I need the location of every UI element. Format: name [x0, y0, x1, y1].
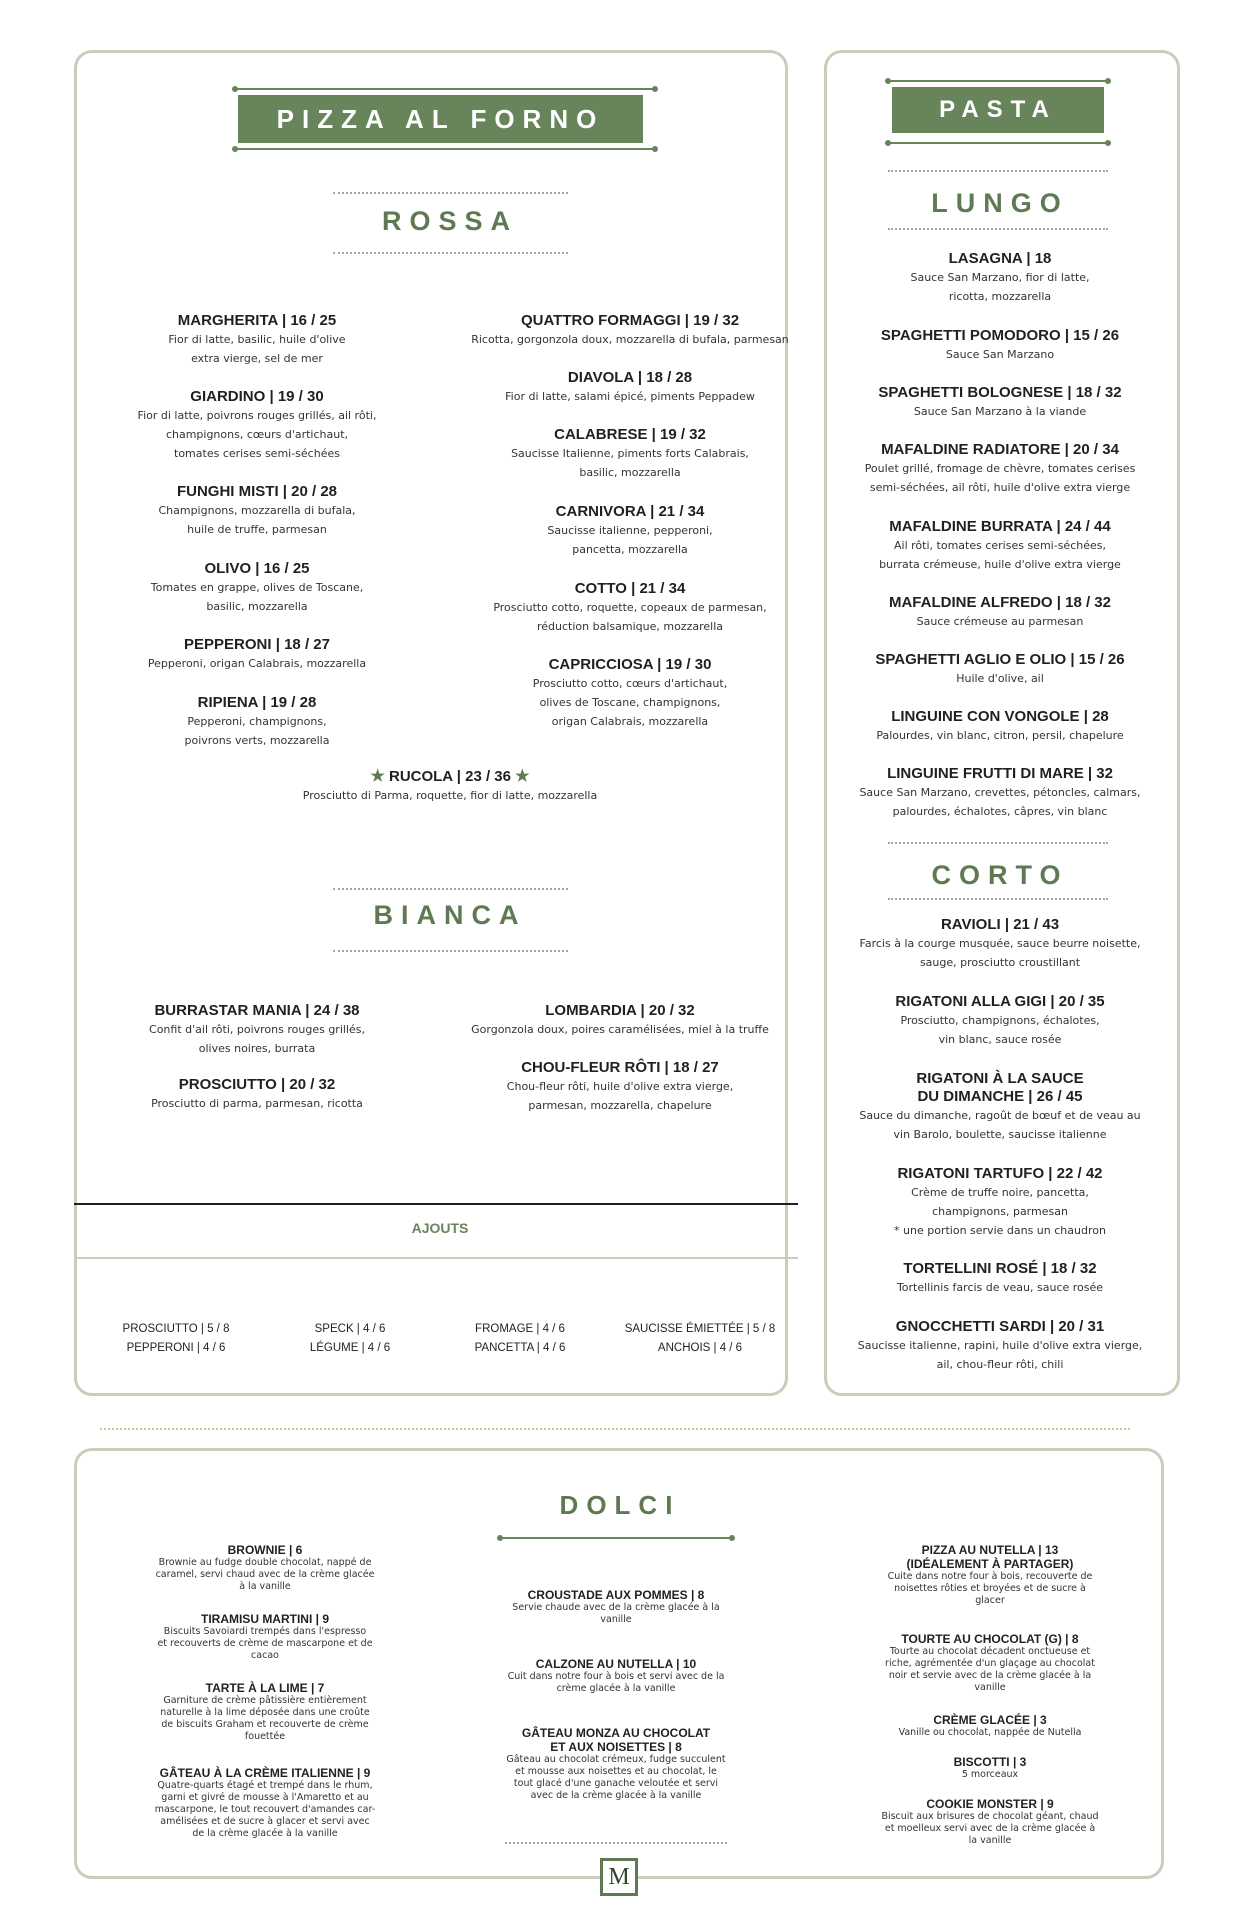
menu-item: [130, 1766, 400, 1840]
menu-item: [840, 1070, 1160, 1144]
divider: [333, 888, 568, 890]
menu-item: [440, 312, 820, 349]
menu-item: [860, 1632, 1120, 1694]
item-name: CALZONE AU NUTELLA | 10: [535, 1657, 697, 1671]
pasta-title: PASTA: [892, 87, 1104, 133]
menu-item: [130, 1681, 400, 1743]
tab-rule-top: [235, 88, 655, 90]
item-description: Pepperoni, champignons, poivrons verts, mozzarella: [184, 715, 330, 747]
menu-item: [440, 503, 820, 559]
item-name: CALABRESE | 19 / 32: [554, 426, 706, 443]
menu-item: [840, 993, 1160, 1049]
item-description: Prosciutto di parma, parmesan, ricotta: [151, 1097, 363, 1110]
item-description: Gâteau au chocolat crémeux, fudge succulent et mousse aux noisettes et au chocolat, le tout glacé d'une ganache veloutée et servi avec de la crème glacée à la vanille: [506, 1754, 726, 1801]
item-name: LASAGNA | 18: [948, 250, 1052, 267]
menu-item: [440, 426, 820, 482]
item-description: Tomates en grappe, olives de Toscane, basilic, mozzarella: [150, 581, 364, 613]
item-description: Garniture de crème pâtissière entièrement naturelle à la lime déposée dans une croûte de biscuits Graham et recouverte de crème fouettée: [160, 1695, 370, 1742]
menu-item: [440, 369, 820, 406]
item-name: RAVIOLI | 21 / 43: [940, 916, 1060, 933]
item-description: Palourdes, vin blanc, citron, persil, chapelure: [876, 729, 1124, 742]
item-name: RIGATONI ALLA GIGI | 20 / 35: [895, 993, 1105, 1010]
divider: [888, 842, 1108, 844]
item-description: Vanille ou chocolat, nappée de Nutella: [898, 1727, 1082, 1738]
item-description: Tourte au chocolat décadent onctueuse et riche, agrémentée d'un glaçage au chocolat noir et servie avec de la crème glacée à la vanille: [885, 1646, 1095, 1693]
item-description: Huile d'olive, ail: [956, 672, 1044, 685]
rossa-title: ROSSA: [381, 206, 519, 236]
divider: [333, 192, 568, 194]
item-name: TORTELLINI ROSÉ | 18 / 32: [903, 1260, 1097, 1277]
item-name: CARNIVORA | 21 / 34: [555, 503, 705, 520]
menu-item: [860, 1797, 1120, 1847]
item-description: Farcis à la courge musquée, sauce beurre noisette, sauge, prosciutto croustillant: [859, 937, 1141, 969]
menu-item: [840, 1165, 1160, 1240]
menu-item: [112, 694, 402, 750]
item-name: GÂTEAU À LA CRÈME ITALIENNE | 9: [159, 1766, 371, 1780]
item-name: GIARDINO | 19 / 30: [190, 388, 324, 405]
menu-item: [440, 580, 820, 636]
divider: [888, 228, 1108, 230]
item-description: Ail rôti, tomates cerises semi-séchées, burrata crémeuse, huile d'olive extra vierge: [879, 539, 1121, 571]
item-description: Brownie au fudge double chocolat, nappé de caramel, servi chaud avec de la crème glacée à la vanille: [155, 1557, 375, 1592]
item-description: Quatre-quarts étagé et trempé dans le rhum, garni et givré de mousse à l'Amaretto et au mascarpone, le tout recouvert d'amandes car- amélisées et de sucre à glacer et servi avec de la crème glacée à la vanille: [154, 1780, 376, 1839]
item-name: RIGATONI À LA SAUCE DU DIMANCHE | 26 / 45: [916, 1070, 1084, 1105]
item-name: BISCOTTI | 3: [953, 1755, 1027, 1769]
item-description: Prosciutto cotto, cœurs d'artichaut, olives de Toscane, champignons, origan Calabrais, mozzarella: [532, 677, 728, 728]
item-name: CROUSTADE AUX POMMES | 8: [527, 1588, 705, 1602]
item-name: MAFALDINE ALFREDO | 18 / 32: [888, 594, 1111, 611]
item-name: SPAGHETTI AGLIO E OLIO | 15 / 26: [875, 651, 1125, 668]
menu-item: [500, 1588, 732, 1626]
menu-item: [840, 250, 1160, 306]
item-name: CRÈME GLACÉE | 3: [933, 1713, 1047, 1727]
item-name: PIZZA AU NUTELLA | 13 (IDÉALEMENT À PARTAGER): [906, 1543, 1074, 1571]
item-name: PEPPERONI | 18 / 27: [184, 636, 330, 653]
item-name: COOKIE MONSTER | 9: [926, 1797, 1054, 1811]
menu-item-rucola: [300, 768, 600, 805]
menu-item: [840, 327, 1160, 364]
menu-item: [840, 765, 1160, 821]
item-description: Confit d'ail rôti, poivrons rouges grillés, olives noires, burrata: [149, 1023, 365, 1055]
item-description: Gorgonzola doux, poires caramélisées, miel à la truffe: [471, 1023, 769, 1036]
item-name: LOMBARDIA | 20 / 32: [545, 1002, 695, 1019]
item-description: Ricotta, gorgonzola doux, mozzarella di bufala, parmesan: [471, 333, 789, 346]
addon-item: PROSCIUTTO | 5 / 8 PEPPERONI | 4 / 6: [122, 1323, 230, 1354]
menu-item: [860, 1713, 1120, 1739]
page-divider: [100, 1428, 1130, 1430]
item-name: MARGHERITA | 16 / 25: [177, 312, 337, 329]
menu-item: [840, 594, 1160, 631]
item-name: CHOU-FLEUR RÔTI | 18 / 27: [521, 1059, 719, 1076]
item-name: TARTE À LA LIME | 7: [205, 1681, 325, 1695]
menu-item: [130, 1612, 400, 1662]
item-name: GNOCCHETTI SARDI | 20 / 31: [895, 1318, 1105, 1335]
restaurant-logo: M: [600, 1858, 638, 1896]
dolci-title: DOLCI: [559, 1490, 681, 1520]
menu-item: [112, 636, 402, 673]
menu-item: [840, 916, 1160, 972]
item-description: Cuit dans notre four à bois et servi avec de la crème glacée à la vanille: [507, 1671, 725, 1694]
item-description: Sauce San Marzano, crevettes, pétoncles, calmars, palourdes, échalotes, câpres, vin blanc: [859, 786, 1141, 818]
item-description: Pepperoni, origan Calabrais, mozzarella: [147, 657, 367, 670]
item-name: BURRASTAR MANIA | 24 / 38: [154, 1002, 360, 1019]
item-name: MAFALDINE RADIATORE | 20 / 34: [881, 441, 1119, 458]
tab-rule-top: [888, 80, 1108, 82]
item-description: Fior di latte, basilic, huile d'olive extra vierge, sel de mer: [168, 333, 346, 365]
divider: [505, 1842, 727, 1844]
ajouts-title: AJOUTS: [411, 1220, 469, 1236]
item-description: Servie chaude avec de la crème glacée à la vanille: [512, 1602, 720, 1625]
item-description: Sauce San Marzano: [945, 348, 1055, 361]
dolci-rule: [500, 1537, 732, 1539]
menu-item: [840, 651, 1160, 688]
item-name: LINGUINE CON VONGOLE | 28: [891, 708, 1109, 725]
divider: [333, 950, 568, 952]
item-description: Saucisse italienne, pepperoni, pancetta, mozzarella: [547, 524, 713, 556]
item-name: COTTO | 21 / 34: [574, 580, 686, 597]
item-name: MAFALDINE BURRATA | 24 / 44: [889, 518, 1111, 535]
menu-item: [440, 656, 820, 731]
menu-item: [112, 312, 402, 368]
menu-item: [840, 1318, 1160, 1374]
menu-item: [112, 560, 402, 616]
item-description: Prosciutto di Parma, roquette, fior di latte, mozzarella: [302, 789, 598, 802]
item-name: CAPRICCIOSA | 19 / 30: [548, 656, 712, 673]
item-name: DIAVOLA | 18 / 28: [567, 369, 693, 386]
item-description: Prosciutto cotto, roquette, copeaux de parmesan, réduction balsamique, mozzarella: [493, 601, 767, 633]
divider: [888, 898, 1108, 900]
bianca-title: BIANCA: [373, 900, 527, 930]
item-name: QUATTRO FORMAGGI | 19 / 32: [520, 312, 740, 329]
addon-item: FROMAGE | 4 / 6 PANCETTA | 4 / 6: [474, 1323, 566, 1354]
tab-rule-bottom: [888, 142, 1108, 144]
menu-item: [122, 1076, 392, 1113]
item-description: Chou-fleur rôti, huile d'olive extra vierge, parmesan, mozzarella, chapelure: [506, 1080, 734, 1112]
item-description: Saucisse italienne, rapini, huile d'olive extra vierge, ail, chou-fleur rôti, chili: [857, 1339, 1143, 1371]
item-description: Sauce San Marzano, fior di latte, ricotta, mozzarella: [910, 271, 1090, 303]
item-name: RIPIENA | 19 / 28: [197, 694, 317, 711]
menu-item: [500, 1657, 732, 1695]
menu-item: [112, 388, 402, 463]
item-name: LINGUINE FRUTTI DI MARE | 32: [887, 765, 1113, 782]
item-description: Cuite dans notre four à bois, recouverte de noisettes rôties et broyées et de sucre à glacer: [887, 1571, 1093, 1606]
item-name: FUNGHI MISTI | 20 / 28: [176, 483, 338, 500]
item-description: 5 morceaux: [961, 1769, 1019, 1780]
addon-item: SAUCISSE ÉMIETTÉE | 5 / 8 ANCHOIS | 4 / 6: [624, 1323, 776, 1354]
menu-item: [840, 441, 1160, 497]
menu-item: [130, 1543, 400, 1593]
menu-item: [840, 518, 1160, 574]
item-description: Prosciutto, champignons, échalotes, vin blanc, sauce rosée: [900, 1014, 1100, 1046]
pizza-title: PIZZA AL FORNO: [238, 95, 643, 143]
item-name: GÂTEAU MONZA AU CHOCOLAT ET AUX NOISETTES | 8: [521, 1726, 711, 1754]
item-description: Champignons, mozzarella di bufala, huile de truffe, parmesan: [158, 504, 356, 536]
menu-item: [840, 384, 1160, 421]
item-description: Crème de truffe noire, pancetta, champignons, parmesan * une portion servie dans un chaudron: [894, 1186, 1106, 1237]
item-name: TOURTE AU CHOCOLAT (G) | 8: [901, 1632, 1079, 1646]
item-description: Fior di latte, salami épicé, piments Peppadew: [505, 390, 755, 403]
menu-item: [122, 1002, 392, 1058]
menu-item: [450, 1002, 790, 1039]
menu-item: [450, 1059, 790, 1115]
menu-item: [860, 1755, 1120, 1781]
item-description: Biscuits Savoiardi trempés dans l'espresso et recouverts de crème de mascarpone et de cacao: [157, 1626, 373, 1661]
menu-item: [112, 483, 402, 539]
item-description: Sauce crémeuse au parmesan: [916, 615, 1084, 628]
menu-item: [860, 1543, 1120, 1607]
item-description: Sauce du dimanche, ragoût de bœuf et de veau au vin Barolo, boulette, saucisse italienne: [859, 1109, 1141, 1141]
item-name: BROWNIE | 6: [227, 1543, 303, 1557]
addon-item: SPECK | 4 / 6 LÉGUME | 4 / 6: [309, 1323, 391, 1354]
lungo-title: LUNGO: [931, 188, 1069, 218]
menu-item: [840, 708, 1160, 745]
star-icon: ★: [370, 768, 385, 785]
divider: [888, 170, 1108, 172]
item-description: Tortellinis farcis de veau, sauce rosée: [896, 1281, 1104, 1294]
item-description: Poulet grillé, fromage de chèvre, tomates cerises semi-séchées, ail rôti, huile d'olive extra vierge: [864, 462, 1136, 494]
item-name: SPAGHETTI POMODORO | 15 / 26: [880, 327, 1120, 344]
item-name: OLIVO | 16 / 25: [204, 560, 310, 577]
item-name: TIRAMISU MARTINI | 9: [200, 1612, 330, 1626]
menu-item: [500, 1726, 732, 1802]
divider: [333, 252, 568, 254]
item-name: PROSCIUTTO | 20 / 32: [178, 1076, 336, 1093]
corto-title: CORTO: [931, 860, 1069, 890]
item-description: Saucisse Italienne, piments forts Calabrais, basilic, mozzarella: [511, 447, 749, 479]
item-name: SPAGHETTI BOLOGNESE | 18 / 32: [878, 384, 1122, 401]
item-name: RUCOLA | 23 / 36: [388, 768, 511, 785]
item-description: Fior di latte, poivrons rouges grillés, ail rôti, champignons, cœurs d'artichaut, tomates cerises semi-séchées: [137, 409, 377, 460]
star-icon: ★: [515, 768, 530, 785]
menu-item: [840, 1260, 1160, 1297]
item-description: Biscuit aux brisures de chocolat géant, chaud et moelleux servi avec de la crème glacée à la vanille: [881, 1811, 1099, 1846]
item-description: Sauce San Marzano à la viande: [913, 405, 1087, 418]
item-name: RIGATONI TARTUFO | 22 / 42: [897, 1165, 1103, 1182]
tab-rule-bottom: [235, 148, 655, 150]
